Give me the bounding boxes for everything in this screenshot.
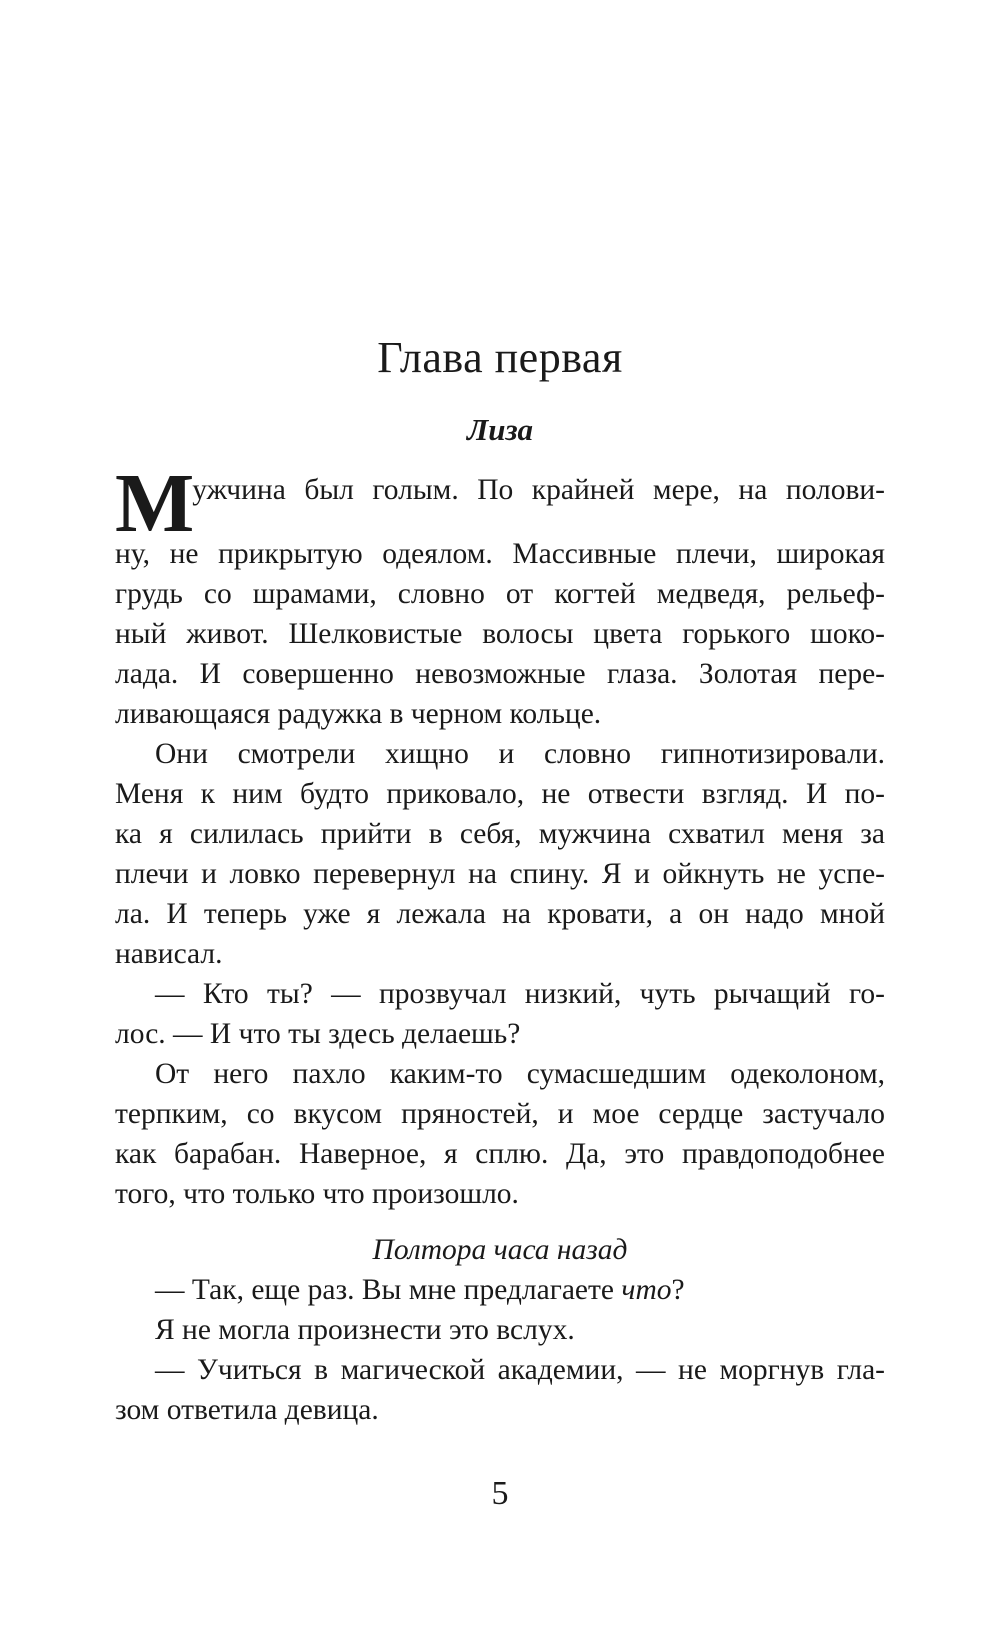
text-line: ка я силилась прийти в себя, мужчина схватил меня за bbox=[115, 818, 885, 850]
chapter-subtitle: Лиза bbox=[466, 412, 534, 447]
text-line: зом ответила девица. bbox=[115, 1394, 379, 1426]
text-fragment: ? bbox=[671, 1274, 685, 1306]
text-line: Я не могла произнести это вслух. bbox=[155, 1314, 575, 1346]
paragraph-2 bbox=[115, 734, 885, 974]
text-line: — Учиться в магической академии, — не моргнув гла- bbox=[155, 1354, 885, 1386]
spacer bbox=[115, 1214, 885, 1230]
text-line: как барабан. Наверное, я сплю. Да, это правдоподобнее bbox=[115, 1138, 885, 1170]
text-line: ужчина был голым. По крайней мере, на полови- bbox=[192, 474, 885, 506]
text-line: грудь со шрамами, словно от когтей медведя, рельеф- bbox=[115, 578, 885, 610]
text-line: ну, не прикрытую одеялом. Массивные плечи, широкая bbox=[115, 538, 885, 570]
paragraph-1 bbox=[115, 457, 885, 734]
text-line: лос. — И что ты здесь делаешь? bbox=[115, 1018, 521, 1050]
text-line: ный живот. Шелковистые волосы цвета горького шоко- bbox=[115, 618, 885, 650]
text-line: Они смотрели хищно и словно гипнотизировали. bbox=[155, 738, 885, 770]
chapter-title: Глава первая bbox=[377, 333, 623, 382]
text-line: плечи и ловко перевернул на спину. Я и ойкнуть не успе- bbox=[115, 858, 885, 890]
text-fragment: — Так, еще раз. Вы мне предлагаете bbox=[155, 1274, 622, 1306]
text-line bbox=[115, 1270, 885, 1310]
text-line: терпким, со вкусом пряностей, и мое сердце застучало bbox=[115, 1098, 885, 1130]
text-line: того, что только что произошло. bbox=[115, 1178, 519, 1210]
paragraph-4 bbox=[115, 1054, 885, 1214]
text-line: ливающаяся радужка в черном кольце. bbox=[115, 698, 602, 730]
text-line: От него пахло каким-то сумасшедшим одеколоном, bbox=[155, 1058, 885, 1090]
text-line: Меня к ним будто приковало, не отвести взгляд. И по- bbox=[115, 778, 885, 810]
body-text bbox=[115, 457, 885, 1430]
paragraph-5 bbox=[115, 1270, 885, 1310]
page-number: 5 bbox=[491, 1475, 509, 1512]
paragraph-7 bbox=[115, 1350, 885, 1430]
text-line: лада. И совершенно невозможные глаза. Золотая пере- bbox=[115, 658, 885, 690]
drop-cap: М bbox=[115, 457, 193, 550]
paragraph-3 bbox=[115, 974, 885, 1054]
text-line: нависал. bbox=[115, 938, 223, 970]
emphasis-text: что bbox=[621, 1274, 672, 1306]
paragraph-6 bbox=[115, 1310, 885, 1350]
text-line: — Кто ты? — прозвучал низкий, чуть рычащий го- bbox=[155, 978, 885, 1010]
text-line: ла. И теперь уже я лежала на кровати, а он надо мной bbox=[115, 898, 885, 930]
scene-break-heading: Полтора часа назад bbox=[372, 1234, 628, 1266]
